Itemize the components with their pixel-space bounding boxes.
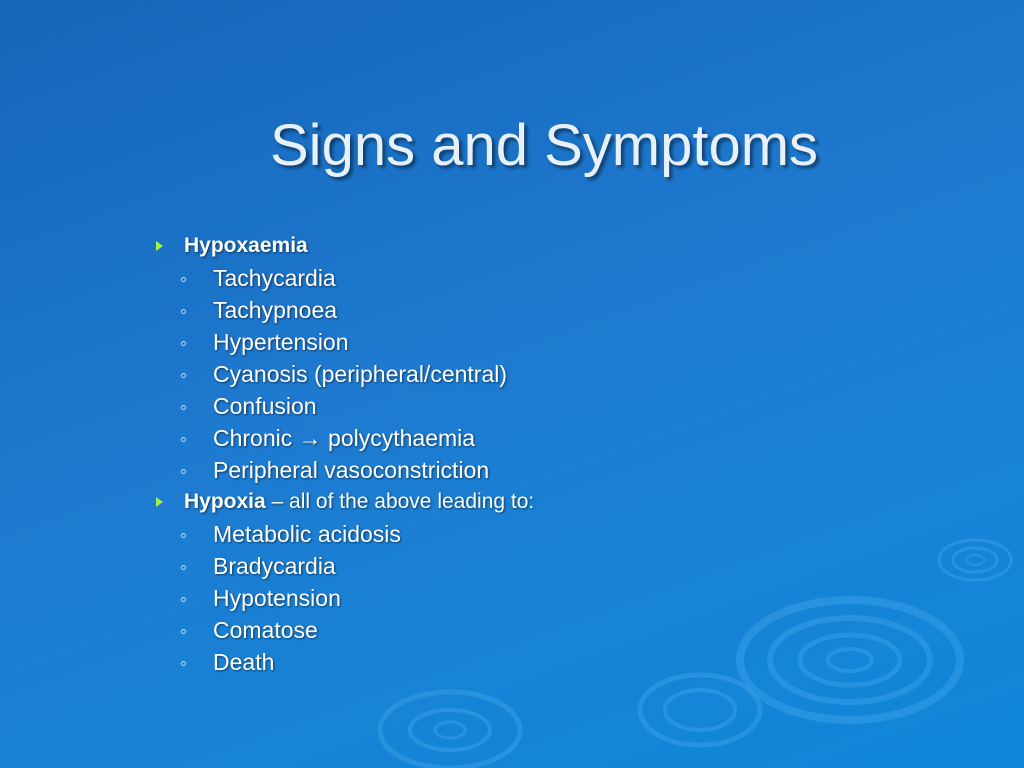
circle-bullet-icon: [181, 341, 186, 346]
sub-bullet: [156, 358, 916, 390]
triangle-right-icon: [156, 497, 163, 507]
sub-bullet-text: Hypertension: [213, 329, 349, 355]
sub-bullet-text: Metabolic acidosis: [213, 521, 401, 547]
circle-bullet-icon: [181, 533, 186, 538]
circle-bullet-icon: [181, 309, 186, 314]
circle-bullet-icon: [181, 469, 186, 474]
sub-bullet-text: Comatose: [213, 617, 318, 643]
sub-bullet: [156, 518, 916, 550]
sub-bullet: [156, 454, 916, 486]
bullet-heading: Hypoxaemia: [184, 234, 308, 257]
slide-title: Signs and Symptoms: [270, 113, 819, 178]
bullet-hypoxaemia: [156, 230, 916, 262]
sub-bullet: [156, 294, 916, 326]
circle-bullet-icon: [181, 565, 186, 570]
sub-bullet: [156, 326, 916, 358]
circle-bullet-icon: [181, 277, 186, 282]
sub-bullet-text: Confusion: [213, 393, 317, 419]
bullet-hypoxia: [156, 486, 916, 518]
sub-bullet-text: Cyanosis (peripheral/central): [213, 361, 508, 387]
circle-bullet-icon: [181, 373, 186, 378]
circle-bullet-icon: [181, 661, 186, 666]
sub-bullet-text: Hypotension: [213, 585, 341, 611]
bullet-list: [156, 230, 916, 678]
sub-bullet-text: Death: [213, 649, 275, 675]
sub-bullet-text: Peripheral vasoconstriction: [213, 457, 490, 483]
circle-bullet-icon: [181, 597, 186, 602]
sub-bullet-text: Tachycardia: [213, 265, 336, 291]
sub-bullet: [156, 646, 916, 678]
sub-bullet: [156, 390, 916, 422]
sub-bullet-text: Bradycardia: [213, 553, 336, 579]
bullet-heading-suffix: – all of the above leading to:: [265, 490, 535, 513]
sub-bullet-text: Chronic → polycythaemia: [213, 425, 476, 451]
sub-bullet: [156, 614, 916, 646]
sub-bullet: [156, 262, 916, 294]
triangle-right-icon: [156, 241, 163, 251]
sub-bullet-text: Tachypnoea: [213, 297, 338, 323]
bullet-heading: Hypoxia: [184, 490, 266, 513]
sub-bullet: [156, 422, 916, 454]
circle-bullet-icon: [181, 629, 186, 634]
sub-bullet: [156, 582, 916, 614]
circle-bullet-icon: [181, 405, 186, 410]
sub-bullet: [156, 550, 916, 582]
circle-bullet-icon: [181, 437, 186, 442]
